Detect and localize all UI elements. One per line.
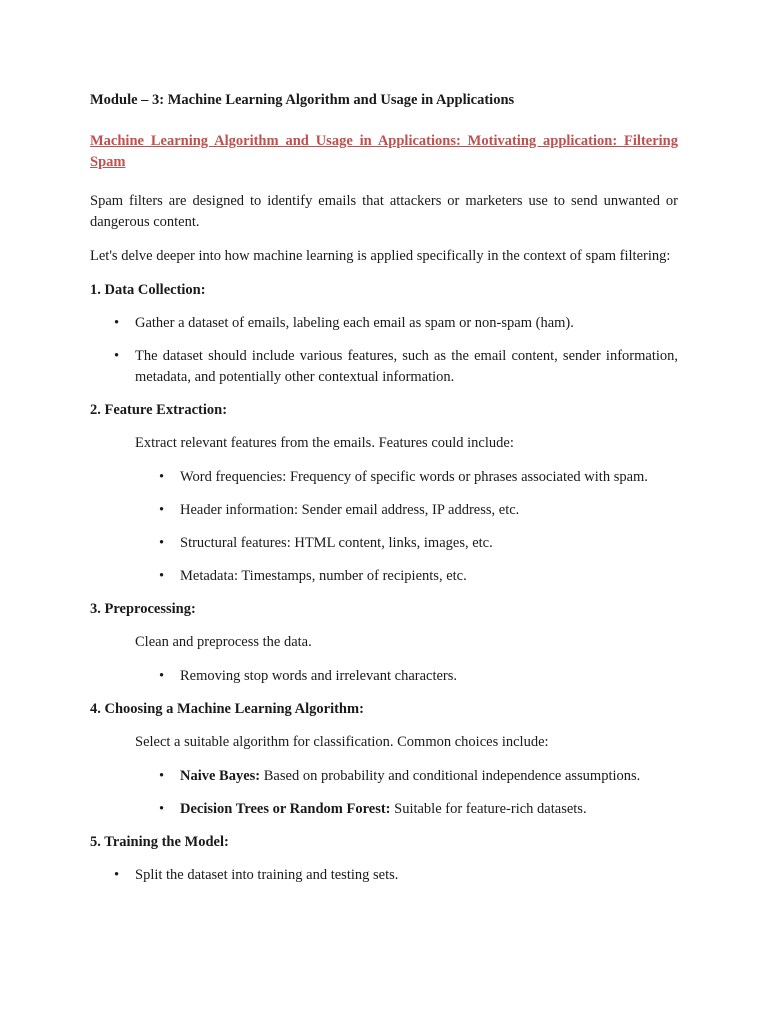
list-item: • Split the dataset into training and testing sets. xyxy=(135,865,678,886)
data-collection-heading: 1. Data Collection: xyxy=(90,282,206,298)
list-item: • The dataset should include various features, such as the email content, sender information, metadata, and potentially other contextual information. xyxy=(135,346,678,388)
preprocessing-heading: 3. Preprocessing: xyxy=(90,601,196,617)
algorithm-term: Naive Bayes: xyxy=(180,768,261,784)
list-item: • Gather a dataset of emails, labeling each email as spam or non-spam (ham). xyxy=(135,313,678,334)
list-item: • Word frequencies: Frequency of specific words or phrases associated with spam. xyxy=(180,467,678,488)
intro-paragraph-1: Spam filters are designed to identify emails that attackers or marketers use to send unwanted or dangerous content. xyxy=(90,193,678,230)
algorithm-term: Decision Trees or Random Forest: xyxy=(180,801,391,817)
list-item xyxy=(180,799,678,820)
preprocessing-list xyxy=(90,666,678,687)
feature-extraction-list xyxy=(90,467,678,587)
algorithm-intro: Select a suitable algorithm for classification. Common choices include: xyxy=(135,734,549,750)
data-collection-list xyxy=(90,313,678,388)
preprocessing-intro: Clean and preprocess the data. xyxy=(135,634,312,650)
list-item: • Header information: Sender email address, IP address, etc. xyxy=(180,500,678,521)
list-item: • Removing stop words and irrelevant characters. xyxy=(180,666,678,687)
list-item: • Metadata: Timestamps, number of recipients, etc. xyxy=(180,566,678,587)
list-item xyxy=(180,766,678,787)
training-heading: 5. Training the Model: xyxy=(90,834,229,850)
document-page xyxy=(90,90,678,898)
list-item: • Structural features: HTML content, links, images, etc. xyxy=(180,533,678,554)
intro-paragraph-2: Let's delve deeper into how machine learning is applied specifically in the context of spam filtering: xyxy=(90,248,671,264)
feature-extraction-heading: 2. Feature Extraction: xyxy=(90,402,228,418)
section-heading: Machine Learning Algorithm and Usage in Applications: Motivating application: Filtering Spam xyxy=(90,133,678,170)
algorithm-list xyxy=(90,766,678,820)
feature-extraction-intro: Extract relevant features from the emails. Features could include: xyxy=(135,435,514,451)
algorithm-description: Suitable for feature-rich datasets. xyxy=(390,801,587,817)
training-list xyxy=(90,865,678,886)
algorithm-heading: 4. Choosing a Machine Learning Algorithm: xyxy=(90,701,364,717)
algorithm-description: Based on probability and conditional independence assumptions. xyxy=(260,768,641,784)
module-title: Module – 3: Machine Learning Algorithm and Usage in Applications xyxy=(90,92,515,108)
